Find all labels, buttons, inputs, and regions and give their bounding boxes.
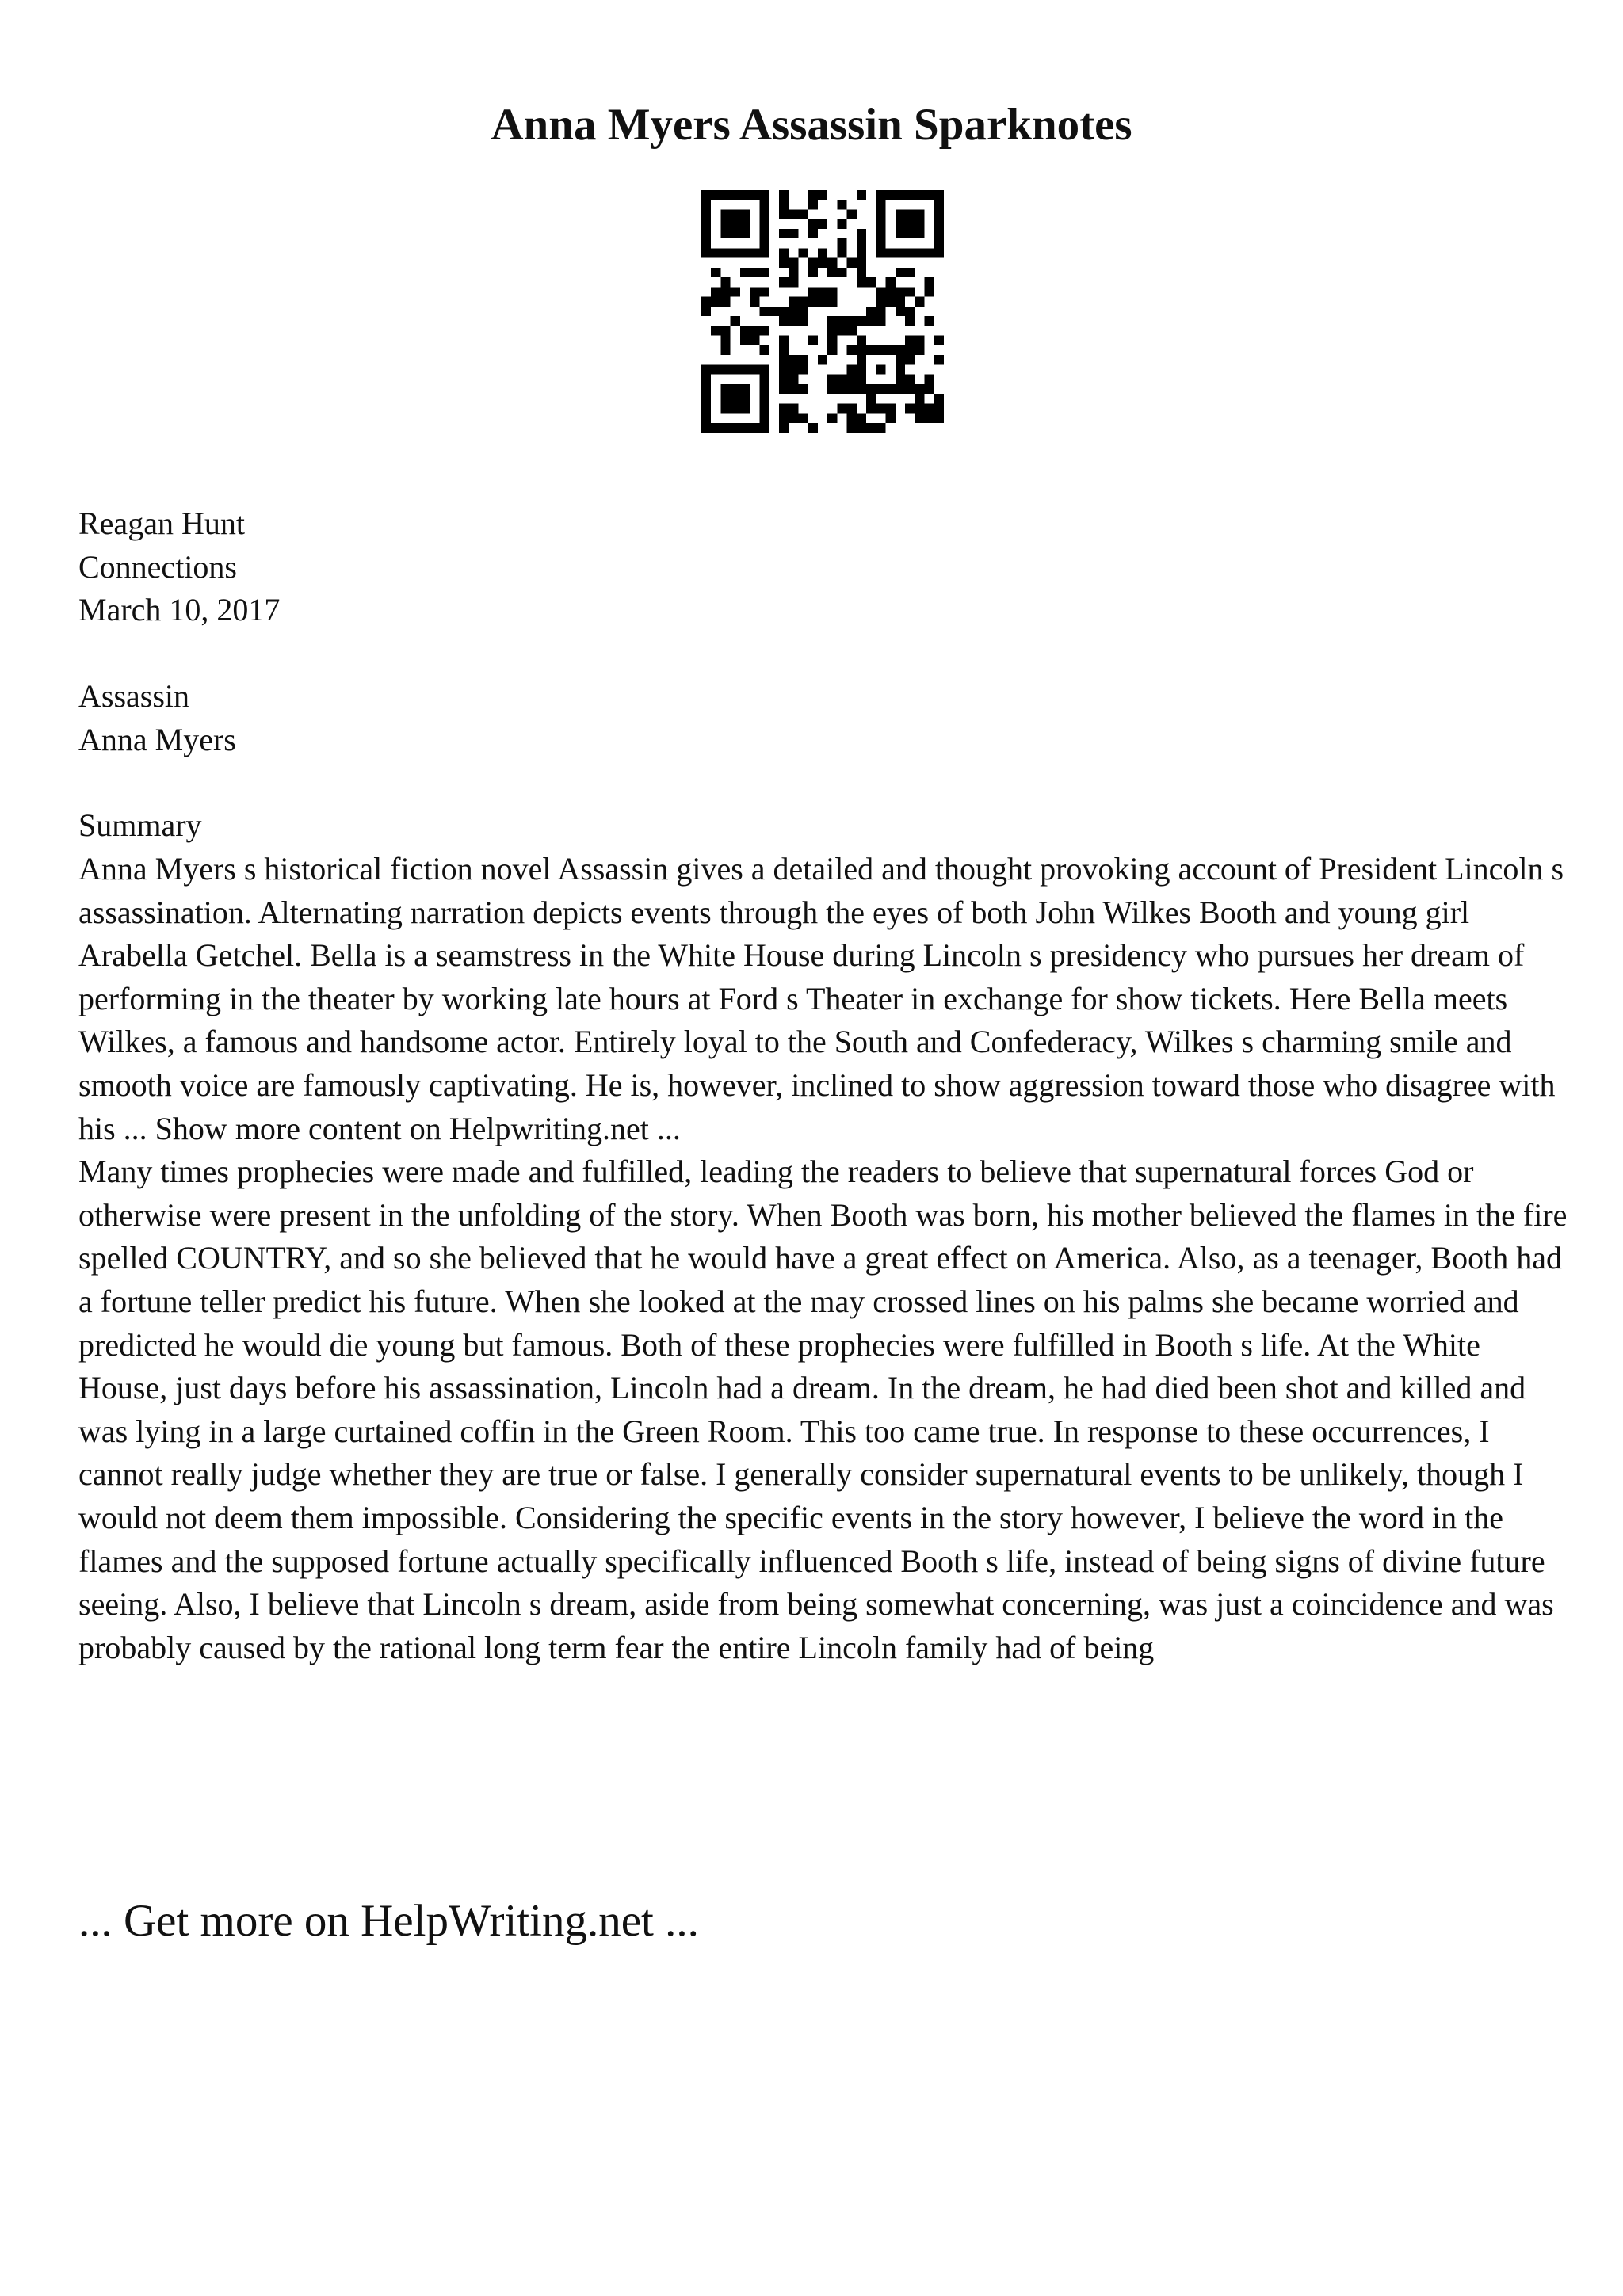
- summary-body: [78, 848, 1568, 1669]
- course-name: Connections: [78, 548, 237, 585]
- qr-code-icon: [701, 190, 944, 433]
- document-title: Anna Myers Assassin Sparknotes: [491, 100, 1132, 150]
- analysis-paragraph: Many times prophecies were made and fulfilled, leading the readers to believe that supernatural forces God or otherwise were present in the unfolding of the story. When Booth was born, his mother believed the flames in the fire spelled COUNTRY, and so she believed that he would have a great effect on America. Also, as a teenager, Booth had a fortune teller predict his future. When she looked at the may crossed lines on his palms she became worried and predicted he would die young but famous. Both of these prophecies were fulfilled in Booth s life. At the White House, just days before his assassination, Lincoln had a dream. In the dream, he had died been shot and killed and was lying in a large curtained coffin in the Green Room. This too came true. In response to these occurrences, I cannot really judge whether they are true or false. I generally consider supernatural events to be unlikely, though I would not deem them impossible. Considering the specific events in the story however, I believe the word in the flames and the supposed fortune actually specifically influenced Booth s life, instead of being signs of divine future seeing. Also, I believe that Lincoln s dream, aside from being somewhat concerning, was just a coincidence and was probably caused by the rational long term fear the entire Lincoln family had of being: [78, 1154, 1568, 1665]
- book-author: Anna Myers: [78, 721, 236, 757]
- summary-paragraph: Anna Myers s historical fiction novel Assassin gives a detailed and thought provoking account of President Lincoln s assassination. Alternating narration depicts events through the eyes of both John Wilkes Booth and young girl Arabella Getchel. Bella is a seamstress in the White House during Lincoln s presidency who pursues her dream of performing in the theater by working late hours at Ford s Theater in exchange for show tickets. Here Bella meets Wilkes, a famous and handsome actor. Entirely loyal to the South and Confederacy, Wilkes s charming smile and smooth voice are famously captivating. He is, however, inclined to show aggression toward those who disagree with his ... Show more content on Helpwriting.net ...: [78, 851, 1564, 1146]
- summary-heading: Summary: [78, 807, 202, 843]
- document-date: March 10, 2017: [78, 592, 281, 628]
- book-block: [78, 675, 236, 761]
- get-more-link[interactable]: ... Get more on HelpWriting.net ...: [78, 1896, 699, 1946]
- author-name: Reagan Hunt: [78, 505, 245, 541]
- author-block: [78, 502, 280, 632]
- book-title: Assassin: [78, 678, 190, 714]
